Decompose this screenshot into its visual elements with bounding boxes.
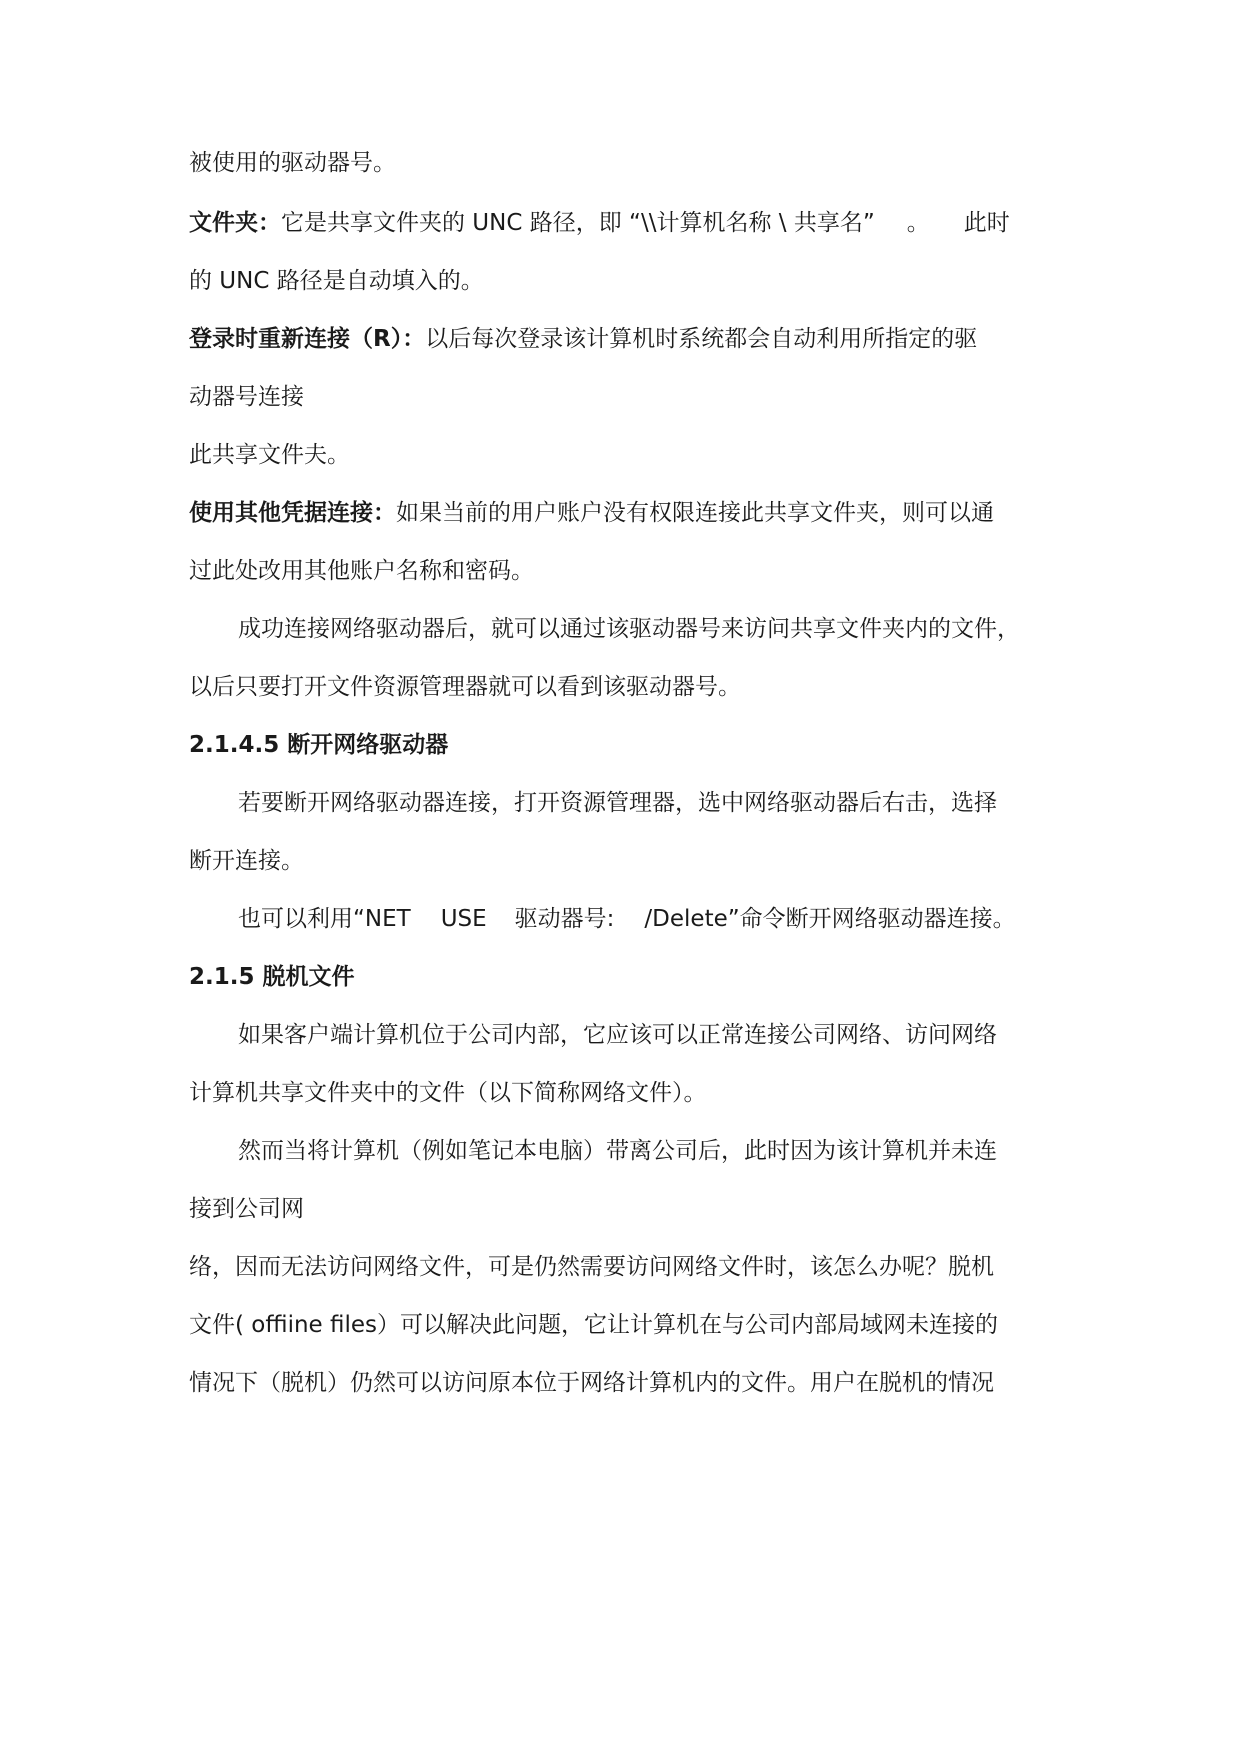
paragraph-line: 如果客户端计算机位于公司内部，它应该可以正常连接公司网络、访问网络	[238, 1022, 997, 1048]
paragraph-line: 以后只要打开文件资源管理器就可以看到该驱动器号。	[189, 674, 741, 700]
definition-text: 。	[906, 210, 930, 236]
text-line: 的 UNC 路径是自动填入的。	[189, 268, 484, 294]
term-label: 使用其他凭据连接：	[189, 500, 396, 526]
command-line	[238, 904, 1016, 934]
credentials-definition	[189, 498, 994, 528]
paragraph-line: 接到公司网	[189, 1196, 304, 1222]
section-heading: 2.1.4.5 断开网络驱动器	[189, 732, 449, 758]
paragraph-line: 然而当将计算机（例如笔记本电脑）带离公司后，此时因为该计算机并未连	[238, 1138, 997, 1164]
term-label: 文件夹：	[189, 210, 281, 236]
folder-definition	[189, 208, 1010, 238]
paragraph-line: 若要断开网络驱动器连接，打开资源管理器，选中网络驱动器后右击，选择	[238, 790, 997, 816]
text-line: 过此处改用其他账户名称和密码。	[189, 558, 534, 584]
section-heading: 2.1.5 脱机文件	[189, 964, 355, 990]
paragraph-line: 成功连接网络驱动器后，就可以通过该驱动器号来访问共享文件夹内的文件，	[238, 616, 1020, 642]
paragraph-line: 计算机共享文件夹中的文件（以下简称网络文件）。	[189, 1080, 707, 1106]
definition-text: 此时	[963, 210, 1010, 236]
term-label: 登录时重新连接（R）：	[189, 326, 426, 352]
command-text: USE	[440, 906, 487, 932]
text-line: 此共享文件夫。	[189, 442, 350, 468]
paragraph-line: 络，因而无法访问网络文件，可是仍然需要访问网络文件时，该怎么办呢？脱机	[189, 1254, 994, 1280]
reconnect-definition	[189, 324, 977, 354]
command-text: 也可以利用“NET	[238, 906, 411, 932]
paragraph-line: 文件( offiine files）可以解决此问题，它让计算机在与公司内部局域网未连接的	[189, 1312, 999, 1338]
text-line: 被使用的驱动器号。	[189, 150, 396, 176]
command-text: /Delete”命令断开网络驱动器连接。	[644, 906, 1016, 932]
definition-text: 它是共享文件夹的 UNC 路径，即 “\\计算机名称 \ 共享名”	[281, 210, 875, 236]
command-text: 驱动器号:	[514, 906, 615, 932]
paragraph-line: 情况下（脱机）仍然可以访问原本位于网络计算机内的文件。用户在脱机的情况	[189, 1370, 994, 1396]
text-line: 动器号连接	[189, 384, 304, 410]
definition-text: 如果当前的用户账户没有权限连接此共享文件夹，则可以通	[396, 500, 994, 526]
definition-text: 以后每次登录该计算机时系统都会自动利用所指定的驱	[425, 326, 978, 352]
paragraph-line: 断开连接。	[189, 848, 304, 874]
